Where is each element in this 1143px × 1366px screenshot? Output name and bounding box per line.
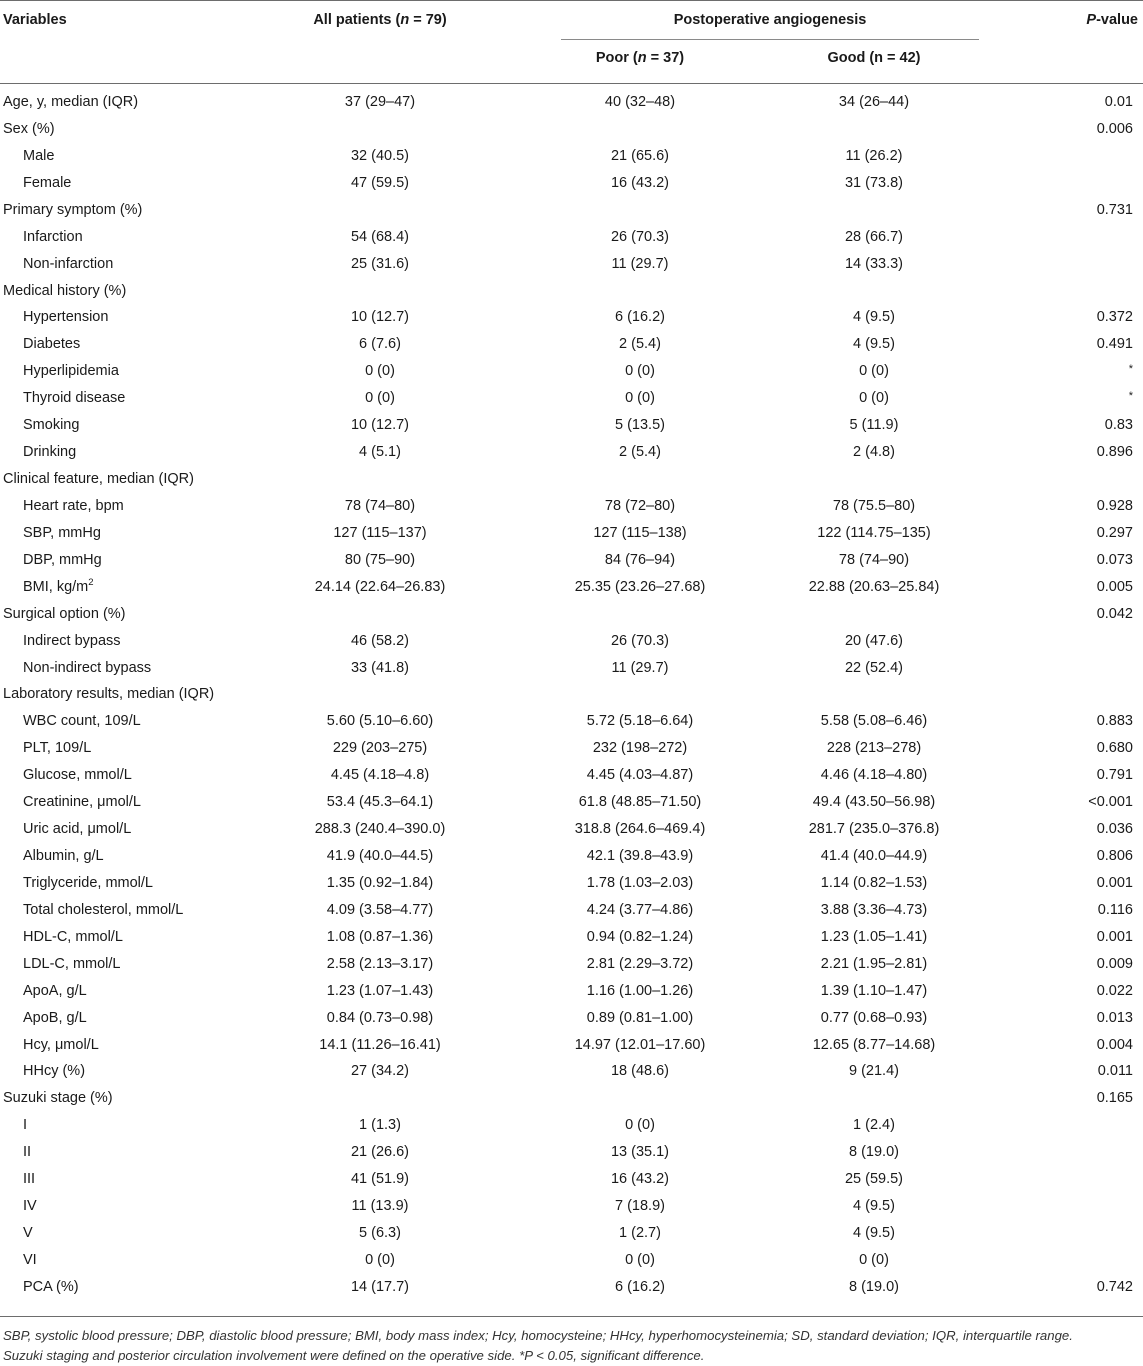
all-patients-cell: 14 (17.7) bbox=[350, 1278, 410, 1295]
p-value-cell: 0.928 bbox=[1096, 497, 1133, 514]
table-row bbox=[0, 655, 1143, 682]
row-label-text: Infarction bbox=[23, 228, 83, 245]
header-span-rule bbox=[561, 39, 979, 40]
table-row bbox=[0, 466, 1143, 493]
table-row bbox=[0, 628, 1143, 655]
all-patients-cell: 0 (0) bbox=[365, 1251, 395, 1268]
table-row bbox=[0, 331, 1143, 358]
row-label bbox=[23, 628, 121, 655]
good-cell: 4 (9.5) bbox=[853, 1198, 895, 1215]
good-cell: 1.23 (1.05–1.41) bbox=[820, 928, 928, 945]
poor-cell: 0.94 (0.82–1.24) bbox=[586, 928, 694, 945]
row-label bbox=[23, 304, 108, 331]
good-cell: 78 (75.5–80) bbox=[832, 497, 916, 514]
poor-cell: 0 (0) bbox=[625, 1117, 655, 1134]
table-row bbox=[0, 251, 1143, 278]
good-cell: 5.58 (5.08–6.46) bbox=[820, 713, 928, 730]
table-row bbox=[0, 574, 1143, 601]
good-cell: 2 (4.8) bbox=[853, 444, 895, 461]
table-top-rule bbox=[0, 0, 1143, 1]
table-row bbox=[0, 1005, 1143, 1032]
row-label bbox=[23, 978, 87, 1005]
all-patients-cell: 80 (75–90) bbox=[344, 551, 416, 568]
all-patients-cell: 24.14 (22.64–26.83) bbox=[314, 578, 446, 595]
all-patients-cell: 4 (5.1) bbox=[359, 444, 401, 461]
row-label bbox=[23, 520, 101, 547]
all-patients-cell: 1.23 (1.07–1.43) bbox=[326, 982, 434, 999]
poor-cell: 14.97 (12.01–17.60) bbox=[574, 1036, 706, 1053]
good-cell: 228 (213–278) bbox=[826, 740, 922, 757]
p-value-cell: <0.001 bbox=[1088, 794, 1133, 811]
row-label-text: PLT, 109/L bbox=[23, 740, 92, 757]
row-label-text: Uric acid, μmol/L bbox=[23, 821, 132, 838]
poor-cell: 42.1 (39.8–43.9) bbox=[586, 848, 694, 865]
all-patients-cell: 25 (31.6) bbox=[350, 255, 410, 272]
table-footnote bbox=[3, 1326, 1141, 1366]
good-cell: 0 (0) bbox=[859, 1251, 889, 1268]
poor-cell: 25.35 (23.26–27.68) bbox=[574, 578, 706, 595]
row-label-text: VI bbox=[23, 1251, 37, 1268]
poor-cell: 2 (5.4) bbox=[619, 444, 661, 461]
row-label-text: PCA (%) bbox=[23, 1278, 79, 1295]
poor-cell: 78 (72–80) bbox=[604, 497, 676, 514]
table-row bbox=[0, 762, 1143, 789]
row-label bbox=[23, 1247, 37, 1274]
row-label bbox=[23, 574, 94, 601]
poor-cell: 13 (35.1) bbox=[610, 1144, 670, 1161]
row-label-text: III bbox=[23, 1171, 36, 1188]
row-label-text: Triglyceride, mmol/L bbox=[23, 874, 153, 891]
row-label bbox=[23, 331, 80, 358]
footnote-line-1: SBP, systolic blood pressure; DBP, diastolic blood pressure; BMI, body mass index; Hcy, homocysteine; HHcy, hyperhomocysteinemia; SD, standard deviation; IQR, interquartile range. bbox=[3, 1328, 1073, 1343]
table-row bbox=[0, 924, 1143, 951]
row-label-text: Albumin, g/L bbox=[23, 848, 104, 865]
row-label-text: Total cholesterol, mmol/L bbox=[23, 901, 184, 918]
good-cell: 22.88 (20.63–25.84) bbox=[808, 578, 940, 595]
p-value-cell: 0.01 bbox=[1104, 94, 1133, 110]
row-label-text: LDL-C, mmol/L bbox=[23, 955, 121, 972]
all-patients-cell: 32 (40.5) bbox=[350, 147, 410, 164]
all-patients-cell: 229 (203–275) bbox=[332, 740, 428, 757]
p-value-cell: 0.806 bbox=[1096, 848, 1133, 865]
poor-cell: 1.78 (1.03–2.03) bbox=[586, 874, 694, 891]
poor-cell: 4.45 (4.03–4.87) bbox=[586, 767, 694, 784]
row-label bbox=[23, 1058, 85, 1085]
header-good: Good (n = 42) bbox=[827, 50, 921, 66]
row-label bbox=[23, 1274, 79, 1301]
all-patients-cell: 2.58 (2.13–3.17) bbox=[326, 955, 434, 972]
row-label bbox=[23, 1139, 31, 1166]
p-value-cell: 0.022 bbox=[1096, 982, 1133, 999]
table-row bbox=[0, 1220, 1143, 1247]
good-cell: 11 (26.2) bbox=[845, 147, 903, 164]
row-label bbox=[23, 655, 151, 682]
poor-cell: 40 (32–48) bbox=[604, 94, 676, 110]
p-value-cell: 0.116 bbox=[1097, 901, 1133, 918]
good-cell: 8 (19.0) bbox=[849, 1278, 899, 1295]
row-label bbox=[3, 681, 214, 708]
footnote-line-2: Suzuki staging and posterior circulation involvement were defined on the operative side. *P < 0.05, significant difference. bbox=[3, 1348, 705, 1363]
table-row bbox=[0, 116, 1143, 143]
row-label-text: Laboratory results, median (IQR) bbox=[3, 686, 215, 703]
all-patients-cell: 0 (0) bbox=[365, 363, 395, 380]
row-label bbox=[23, 1193, 37, 1220]
all-patients-cell: 37 (29–47) bbox=[344, 94, 416, 110]
poor-cell: 16 (43.2) bbox=[610, 174, 670, 191]
p-value-cell: 0.297 bbox=[1096, 524, 1133, 541]
good-cell: 0.77 (0.68–0.93) bbox=[820, 1009, 928, 1026]
all-patients-cell: 4.45 (4.18–4.8) bbox=[330, 767, 430, 784]
good-cell: 1 (2.4) bbox=[853, 1117, 895, 1134]
row-label bbox=[23, 385, 125, 412]
row-label bbox=[23, 789, 141, 816]
row-label-text: Medical history (%) bbox=[3, 282, 127, 299]
row-label-text: Sex (%) bbox=[3, 120, 55, 137]
row-label bbox=[23, 1166, 35, 1193]
table-row bbox=[0, 897, 1143, 924]
row-label bbox=[23, 735, 91, 762]
all-patients-cell: 41.9 (40.0–44.5) bbox=[326, 848, 434, 865]
p-value-cell: 0.372 bbox=[1096, 309, 1133, 326]
row-label-text: Hcy, μmol/L bbox=[23, 1036, 99, 1053]
p-value-cell: 0.001 bbox=[1096, 928, 1133, 945]
good-cell: 4 (9.5) bbox=[853, 336, 895, 353]
p-value-cell: 0.731 bbox=[1096, 201, 1133, 218]
row-label bbox=[3, 116, 55, 143]
poor-cell: 5.72 (5.18–6.64) bbox=[586, 713, 694, 730]
good-cell: 4 (9.5) bbox=[853, 1225, 895, 1242]
p-value-cell: 0.073 bbox=[1096, 551, 1133, 568]
table-row bbox=[0, 1166, 1143, 1193]
poor-cell: 1 (2.7) bbox=[619, 1225, 661, 1242]
row-label-text: HHcy (%) bbox=[23, 1063, 86, 1080]
row-label bbox=[23, 708, 141, 735]
good-cell: 78 (74–90) bbox=[838, 551, 910, 568]
good-cell: 3.88 (3.36–4.73) bbox=[820, 901, 928, 918]
header-poor: Poor (n = 37) bbox=[595, 50, 685, 66]
good-cell: 4.46 (4.18–4.80) bbox=[820, 767, 928, 784]
row-label-text: Smoking bbox=[23, 417, 80, 434]
table-row bbox=[0, 978, 1143, 1005]
poor-cell: 21 (65.6) bbox=[610, 147, 670, 164]
poor-cell: 318.8 (264.6–469.4) bbox=[574, 821, 706, 838]
good-cell: 0 (0) bbox=[859, 390, 889, 407]
row-label bbox=[23, 897, 183, 924]
all-patients-cell: 10 (12.7) bbox=[350, 309, 410, 326]
table-bottom-rule bbox=[0, 1316, 1143, 1317]
row-label bbox=[23, 170, 71, 197]
good-cell: 281.7 (235.0–376.8) bbox=[808, 821, 940, 838]
row-label bbox=[23, 762, 132, 789]
table-row bbox=[0, 143, 1143, 170]
table-row bbox=[0, 89, 1143, 116]
good-cell: 0 (0) bbox=[859, 363, 889, 380]
p-value-cell: 0.680 bbox=[1096, 740, 1133, 757]
good-cell: 122 (114.75–135) bbox=[817, 524, 931, 541]
p-value-cell: 0.005 bbox=[1096, 578, 1133, 595]
row-label-text: Glucose, mmol/L bbox=[23, 767, 132, 784]
table-row bbox=[0, 681, 1143, 708]
poor-cell: 11 (29.7) bbox=[611, 659, 669, 676]
p-value-cell: 0.742 bbox=[1096, 1278, 1133, 1295]
p-value-cell: 0.036 bbox=[1096, 821, 1133, 838]
table-row bbox=[0, 601, 1143, 628]
row-label bbox=[23, 1220, 33, 1247]
table-row bbox=[0, 1193, 1143, 1220]
row-label bbox=[23, 816, 131, 843]
row-label-text: Drinking bbox=[23, 444, 77, 461]
row-label bbox=[3, 466, 194, 493]
p-value-cell: 0.896 bbox=[1096, 444, 1133, 461]
table-row bbox=[0, 789, 1143, 816]
row-label-text: Diabetes bbox=[23, 336, 81, 353]
p-value-cell: 0.009 bbox=[1096, 955, 1133, 972]
row-label-text: Clinical feature, median (IQR) bbox=[3, 471, 194, 488]
p-value-cell: 0.83 bbox=[1104, 417, 1133, 434]
all-patients-cell: 5 (6.3) bbox=[359, 1225, 401, 1242]
all-patients-cell: 14.1 (11.26–16.41) bbox=[319, 1036, 441, 1053]
row-label bbox=[23, 951, 121, 978]
good-cell: 4 (9.5) bbox=[853, 309, 895, 326]
good-cell: 25 (59.5) bbox=[844, 1171, 904, 1188]
row-label-text: Heart rate, bpm bbox=[23, 497, 124, 514]
row-label bbox=[23, 412, 79, 439]
all-patients-cell: 1.08 (0.87–1.36) bbox=[326, 928, 434, 945]
all-patients-cell: 1.35 (0.92–1.84) bbox=[326, 874, 434, 891]
row-label-text: Indirect bypass bbox=[23, 632, 121, 649]
row-label-superscript: 2 bbox=[88, 576, 94, 588]
p-value-cell: 0.042 bbox=[1096, 605, 1133, 622]
poor-cell: 7 (18.9) bbox=[615, 1198, 665, 1215]
row-label bbox=[23, 358, 119, 385]
p-value-cell: 0.791 bbox=[1096, 767, 1133, 784]
poor-cell: 0.89 (0.81–1.00) bbox=[586, 1009, 694, 1026]
row-label-text: Suzuki stage (%) bbox=[3, 1090, 113, 1107]
poor-cell: 26 (70.3) bbox=[610, 632, 670, 649]
good-cell: 8 (19.0) bbox=[849, 1144, 899, 1161]
poor-cell: 4.24 (3.77–4.86) bbox=[586, 901, 694, 918]
all-patients-cell: 288.3 (240.4–390.0) bbox=[314, 821, 446, 838]
poor-cell: 0 (0) bbox=[625, 1251, 655, 1268]
all-patients-cell: 27 (34.2) bbox=[350, 1063, 410, 1080]
table-row bbox=[0, 520, 1143, 547]
p-value-cell: 0.001 bbox=[1096, 874, 1133, 891]
good-cell: 34 (26–44) bbox=[838, 94, 910, 110]
p-value-cell: 0.883 bbox=[1096, 713, 1133, 730]
row-label-text: DBP, mmHg bbox=[23, 551, 102, 568]
row-label-text: II bbox=[23, 1144, 32, 1161]
poor-cell: 5 (13.5) bbox=[615, 417, 665, 434]
poor-cell: 6 (16.2) bbox=[615, 309, 665, 326]
header-postoperative-angiogenesis: Postoperative angiogenesis bbox=[673, 12, 867, 28]
table-row bbox=[0, 870, 1143, 897]
row-label-text: Thyroid disease bbox=[23, 390, 126, 407]
poor-cell: 61.8 (48.85–71.50) bbox=[578, 794, 702, 811]
poor-cell: 16 (43.2) bbox=[610, 1171, 670, 1188]
table-row bbox=[0, 1112, 1143, 1139]
row-label-text: ApoB, g/L bbox=[23, 1009, 87, 1026]
good-cell: 28 (66.7) bbox=[844, 228, 904, 245]
poor-cell: 0 (0) bbox=[625, 390, 655, 407]
row-label-text: Non-infarction bbox=[23, 255, 114, 272]
good-cell: 14 (33.3) bbox=[844, 255, 904, 272]
row-label-text: Hypertension bbox=[23, 309, 109, 326]
poor-cell: 11 (29.7) bbox=[611, 255, 669, 272]
table-row bbox=[0, 170, 1143, 197]
table-row bbox=[0, 385, 1143, 412]
good-cell: 1.39 (1.10–1.47) bbox=[820, 982, 928, 999]
all-patients-cell: 47 (59.5) bbox=[350, 174, 410, 191]
row-label bbox=[3, 89, 138, 116]
row-label bbox=[23, 224, 83, 251]
header-p-value: P-value bbox=[1086, 12, 1138, 28]
header-bottom-rule bbox=[0, 83, 1143, 84]
row-label bbox=[23, 843, 104, 870]
all-patients-cell: 10 (12.7) bbox=[350, 417, 410, 434]
p-value-cell: * bbox=[1128, 363, 1133, 376]
table-row bbox=[0, 816, 1143, 843]
all-patients-cell: 21 (26.6) bbox=[350, 1144, 410, 1161]
row-label bbox=[23, 924, 123, 951]
poor-cell: 2 (5.4) bbox=[619, 336, 661, 353]
table-row bbox=[0, 224, 1143, 251]
p-value-cell: * bbox=[1128, 390, 1133, 403]
table-row bbox=[0, 547, 1143, 574]
good-cell: 41.4 (40.0–44.9) bbox=[820, 848, 928, 865]
row-label-text: BMI, kg/m bbox=[23, 578, 89, 595]
table-row bbox=[0, 278, 1143, 305]
p-value-cell: 0.011 bbox=[1097, 1063, 1133, 1080]
row-label bbox=[23, 547, 102, 574]
row-label-text: WBC count, 109/L bbox=[23, 713, 141, 730]
table-row bbox=[0, 1032, 1143, 1059]
table-row bbox=[0, 1274, 1143, 1301]
row-label-text: Surgical option (%) bbox=[3, 605, 126, 622]
row-label-text: ApoA, g/L bbox=[23, 982, 87, 999]
all-patients-cell: 78 (74–80) bbox=[344, 497, 416, 514]
header-all-patients: All patients (n = 79) bbox=[313, 12, 447, 28]
good-cell: 22 (52.4) bbox=[844, 659, 904, 676]
row-label-text: Non-indirect bypass bbox=[23, 659, 152, 676]
poor-cell: 1.16 (1.00–1.26) bbox=[586, 982, 694, 999]
poor-cell: 6 (16.2) bbox=[615, 1278, 665, 1295]
poor-cell: 127 (115–138) bbox=[593, 524, 687, 541]
table-row bbox=[0, 1139, 1143, 1166]
p-value-cell: 0.004 bbox=[1096, 1036, 1133, 1053]
row-label bbox=[23, 143, 54, 170]
row-label-text: Male bbox=[23, 147, 55, 164]
table-row bbox=[0, 1085, 1143, 1112]
row-label-text: SBP, mmHg bbox=[23, 524, 101, 541]
row-label-text: Age, y, median (IQR) bbox=[3, 94, 139, 110]
good-cell: 1.14 (0.82–1.53) bbox=[820, 874, 928, 891]
row-label bbox=[23, 251, 113, 278]
all-patients-cell: 4.09 (3.58–4.77) bbox=[326, 901, 434, 918]
row-label bbox=[3, 197, 142, 224]
good-cell: 5 (11.9) bbox=[849, 417, 899, 434]
row-label bbox=[3, 278, 126, 305]
all-patients-cell: 54 (68.4) bbox=[350, 228, 410, 245]
row-label bbox=[23, 1032, 99, 1059]
poor-cell: 18 (48.6) bbox=[610, 1063, 670, 1080]
table-row bbox=[0, 358, 1143, 385]
all-patients-cell: 6 (7.6) bbox=[359, 336, 401, 353]
table-row bbox=[0, 412, 1143, 439]
row-label-text: Creatinine, μmol/L bbox=[23, 794, 141, 811]
row-label-text: Primary symptom (%) bbox=[3, 201, 143, 218]
all-patients-cell: 5.60 (5.10–6.60) bbox=[326, 713, 434, 730]
all-patients-cell: 0 (0) bbox=[365, 390, 395, 407]
good-cell: 12.65 (8.77–14.68) bbox=[812, 1036, 936, 1053]
row-label-text: IV bbox=[23, 1198, 37, 1215]
good-cell: 2.21 (1.95–2.81) bbox=[820, 955, 928, 972]
table-row bbox=[0, 493, 1143, 520]
header-variables: Variables bbox=[3, 12, 67, 28]
table-row bbox=[0, 1058, 1143, 1085]
table-row bbox=[0, 1247, 1143, 1274]
all-patients-cell: 1 (1.3) bbox=[359, 1117, 401, 1134]
good-cell: 31 (73.8) bbox=[844, 174, 904, 191]
row-label-text: V bbox=[23, 1225, 33, 1242]
row-label-text: I bbox=[23, 1117, 28, 1134]
row-label-text: Female bbox=[23, 174, 72, 191]
p-value-cell: 0.491 bbox=[1096, 336, 1133, 353]
poor-cell: 84 (76–94) bbox=[604, 551, 676, 568]
row-label-text: HDL-C, mmol/L bbox=[23, 928, 123, 945]
table-row bbox=[0, 708, 1143, 735]
row-label bbox=[23, 493, 124, 520]
poor-cell: 232 (198–272) bbox=[592, 740, 688, 757]
all-patients-cell: 46 (58.2) bbox=[350, 632, 410, 649]
p-value-cell: 0.013 bbox=[1096, 1009, 1133, 1026]
row-label bbox=[3, 601, 126, 628]
all-patients-cell: 127 (115–137) bbox=[333, 524, 427, 541]
row-label bbox=[23, 870, 153, 897]
all-patients-cell: 53.4 (45.3–64.1) bbox=[326, 794, 434, 811]
p-value-cell: 0.006 bbox=[1096, 120, 1133, 137]
all-patients-cell: 41 (51.9) bbox=[350, 1171, 410, 1188]
all-patients-cell: 11 (13.9) bbox=[351, 1198, 409, 1215]
table-row bbox=[0, 951, 1143, 978]
poor-cell: 0 (0) bbox=[625, 363, 655, 380]
table-row bbox=[0, 304, 1143, 331]
good-cell: 49.4 (43.50–56.98) bbox=[812, 794, 936, 811]
row-label bbox=[23, 439, 76, 466]
good-cell: 20 (47.6) bbox=[844, 632, 904, 649]
table-row bbox=[0, 843, 1143, 870]
good-cell: 9 (21.4) bbox=[849, 1063, 899, 1080]
poor-cell: 26 (70.3) bbox=[610, 228, 670, 245]
row-label-text: Hyperlipidemia bbox=[23, 363, 119, 380]
table-row bbox=[0, 197, 1143, 224]
all-patients-cell: 33 (41.8) bbox=[350, 659, 410, 676]
table-row bbox=[0, 735, 1143, 762]
table-row bbox=[0, 439, 1143, 466]
p-value-cell: 0.165 bbox=[1096, 1090, 1133, 1107]
row-label bbox=[3, 1085, 113, 1112]
row-label bbox=[23, 1112, 27, 1139]
all-patients-cell: 0.84 (0.73–0.98) bbox=[326, 1009, 434, 1026]
poor-cell: 2.81 (2.29–3.72) bbox=[586, 955, 694, 972]
row-label bbox=[23, 1005, 87, 1032]
